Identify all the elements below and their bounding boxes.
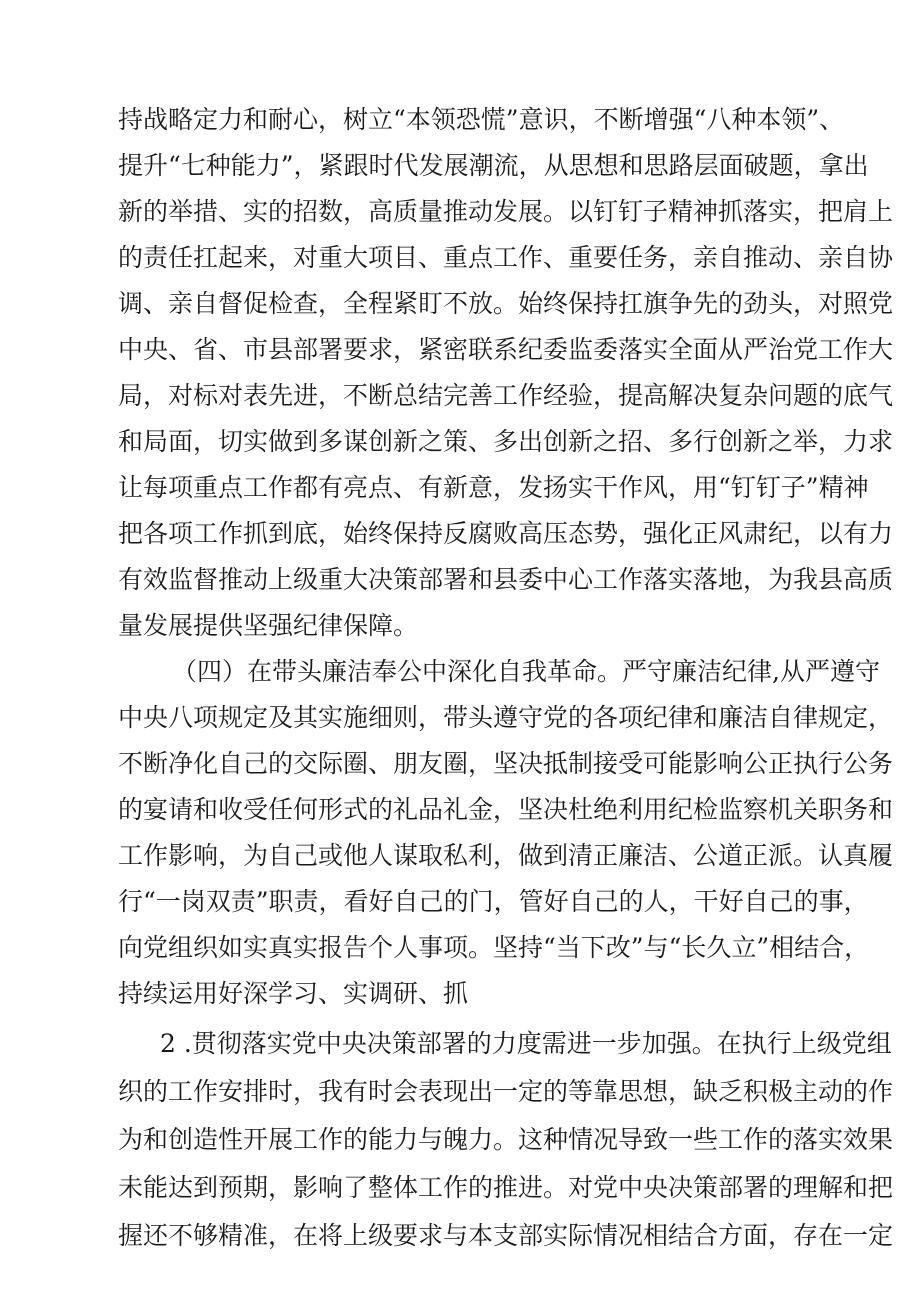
text-line: 新的举措、实的招数，高质量推动发展。以钉钉子精神抓落实，把肩上 [118,197,894,226]
numbered-item-line: 2 .贯彻落实党中央决策部署的力度需进一步加强。在执行上级党组 [160,1029,892,1058]
text-line: 工作影响，为自己或他人谋取私利，做到清正廉洁、公道正派。认真履 [118,841,894,870]
text-line: 把各项工作抓到底，始终保持反腐败高压态势，强化正风肃纪，以有力 [118,519,894,548]
text-line: 为和创造性开展工作的能力与魄力。这种情况导致一些工作的落实效果 [118,1125,894,1154]
text-line: 量发展提供坚强纪律保障。 [118,611,419,640]
text-line: 的宴请和收受任何形式的礼品礼金，坚决杜绝利用纪检监察机关职务和 [118,795,894,824]
text-line: 中央、省、市县部署要求，紧密联系纪委监委落实全面从严治党工作大 [118,335,894,364]
text-line: 织的工作安排时，我有时会表现出一定的等靠思想，缺乏积极主动的作 [118,1077,894,1106]
text-line: 行“一岗双责”职责，看好自己的门，管好自己的人，干好自己的事， [118,887,869,916]
text-line: 有效监督推动上级重大决策部署和县委中心工作落实落地，为我县高质 [118,565,894,594]
text-line: 持战略定力和耐心，树立“本领恐慌”意识，不断增强“八种本领”、 [118,105,845,134]
text-line: 持续运用好深学习、实调研、抓 [118,979,469,1008]
text-line: 提升“七种能力”，紧跟时代发展潮流，从思想和思路层面破题，拿出 [118,151,869,180]
section-heading-line: （四）在带头廉洁奉公中深化自我革命。严守廉洁纪律,从严遵守 [172,657,880,686]
text-line: 不断净化自己的交际圈、朋友圈，坚决抵制接受可能影响公正执行公务 [118,749,894,778]
text-line: 未能达到预期，影响了整体工作的推进。对党中央决策部署的理解和把 [118,1173,894,1202]
text-line: 局，对标对表先进，不断总结完善工作经验，提高解决复杂问题的底气 [118,381,894,410]
text-line: 调、亲自督促检查，全程紧盯不放。始终保持扛旗争先的劲头，对照党 [118,289,894,318]
text-line: 和局面，切实做到多谋创新之策、多出创新之招、多行创新之举，力求 [118,427,894,456]
text-line: 向党组织如实真实报告个人事项。坚持“当下改”与“长久立”相结合， [118,933,870,962]
text-line: 让每项重点工作都有亮点、有新意，发扬实干作风，用“钉钉子”精神 [118,473,869,502]
text-line: 的责任扛起来，对重大项目、重点工作、重要任务，亲自推动、亲自协 [118,243,894,272]
text-line: 中央八项规定及其实施细则，带头遵守党的各项纪律和廉洁自律规定， [118,703,894,732]
text-line: 握还不够精准，在将上级要求与本支部实际情况相结合方面，存在一定 [118,1221,894,1250]
